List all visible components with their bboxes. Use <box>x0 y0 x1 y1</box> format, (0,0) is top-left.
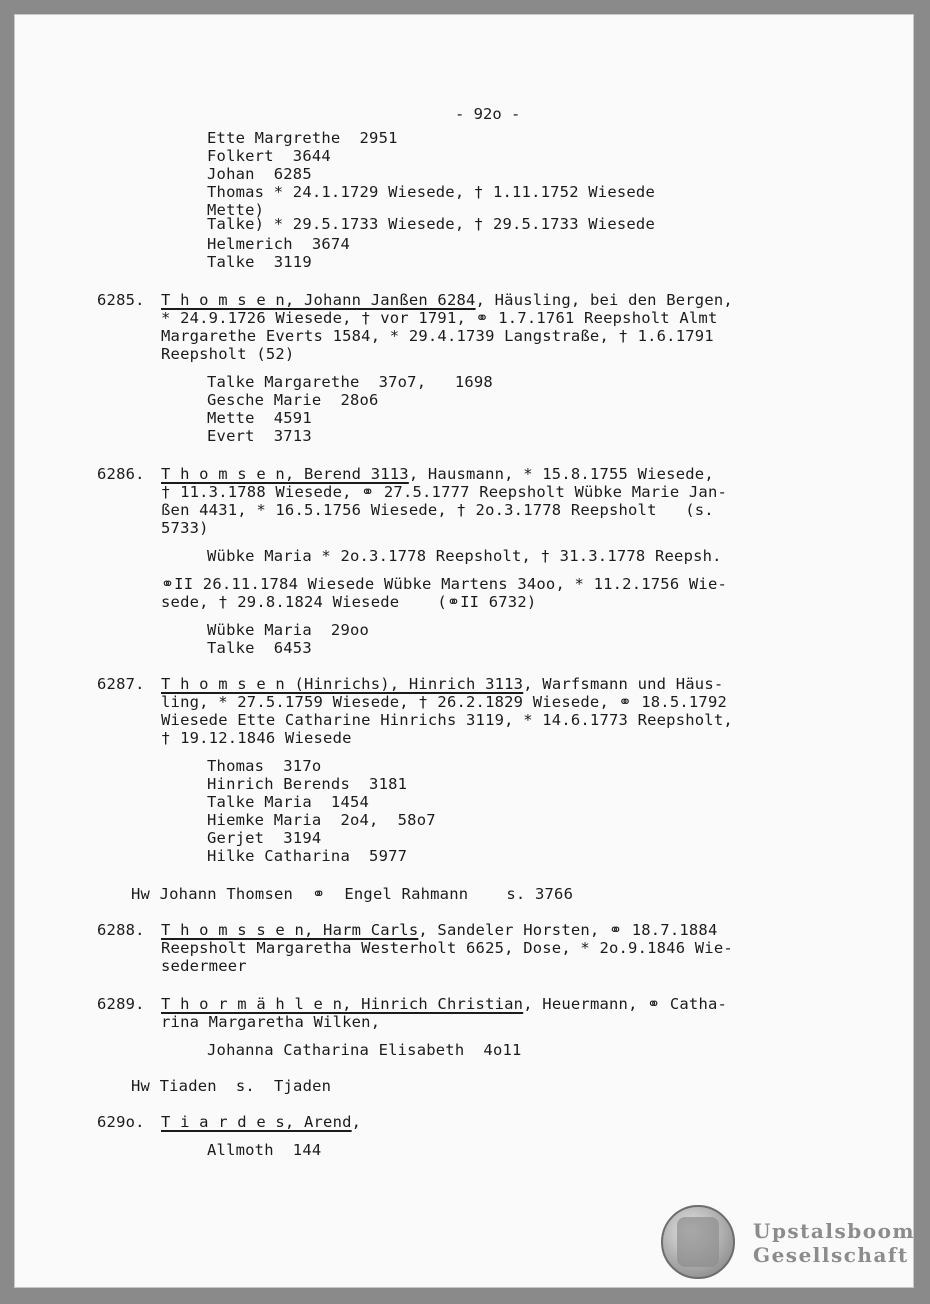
brand-line-1: Upstalsboom <box>753 1219 916 1243</box>
entry-line: † 19.12.1846 Wiesede <box>161 729 352 747</box>
child-line: Talke Margarethe 37o7, 1698 <box>207 373 493 391</box>
entry-header <box>161 291 733 309</box>
entry-name: T h o m s s e n, Harm Carls <box>161 921 419 939</box>
entry-header <box>161 995 727 1013</box>
entry-number: 6285. <box>97 291 145 309</box>
child-line: Folkert 3644 <box>207 147 331 165</box>
entry-line: * 24.9.1726 Wiesede, † vor 1791, ⚭ 1.7.1761 Reepsholt Almt <box>161 309 718 327</box>
child-line: Johanna Catharina Elisabeth 4o11 <box>207 1041 522 1059</box>
child-line: Wübke Maria * 2o.3.1778 Reepsholt, † 31.3.1778 Reepsh. <box>207 547 722 565</box>
child-line: Thomas * 24.1.1729 Wiesede, † 1.11.1752 Wiesede <box>207 183 655 201</box>
seal-figure-icon <box>677 1217 719 1267</box>
entry-text: , <box>351 1113 362 1131</box>
entry-number: 6287. <box>97 675 145 693</box>
child-line: Allmoth 144 <box>207 1141 322 1159</box>
entry-name: T h o m s e n (Hinrichs), Hinrich 3113 <box>161 675 524 693</box>
entry-text: , Heuermann, ⚭ Catha- <box>523 995 728 1013</box>
child-line: Talke) * 29.5.1733 Wiesede, † 29.5.1733 Wiesede <box>207 215 655 233</box>
entry-text: , Warfsmann und Häus- <box>523 675 724 693</box>
entry-line: Wiesede Ette Catharine Hinrichs 3119, * 14.6.1773 Reepsholt, <box>161 711 733 729</box>
entry-line: ßen 4431, * 16.5.1756 Wiesede, † 2o.3.1778 Reepsholt (s. <box>161 501 714 519</box>
child-line: Evert 3713 <box>207 427 312 445</box>
child-line: Talke 3119 <box>207 253 312 271</box>
entry-text: , Häusling, bei den Bergen, <box>475 291 733 309</box>
entry-name: T h o m s e n, Johann Janßen 6284 <box>161 291 476 309</box>
child-line: Hiemke Maria 2o4, 58o7 <box>207 811 436 829</box>
entry-number: 6289. <box>97 995 145 1013</box>
child-line: Johan 6285 <box>207 165 312 183</box>
entry-line: † 11.3.1788 Wiesede, ⚭ 27.5.1777 Reepsholt Wübke Marie Jan- <box>161 483 728 501</box>
entry-number: 6288. <box>97 921 145 939</box>
document-page <box>14 14 914 1288</box>
child-line: Thomas 317o <box>207 757 322 775</box>
child-line: Mette 4591 <box>207 409 312 427</box>
child-line: Wübke Maria 29oo <box>207 621 370 639</box>
cross-reference: Hw Tiaden s. Tjaden <box>131 1077 332 1095</box>
entry-header <box>161 675 723 693</box>
page-number: - 92o - <box>455 105 521 123</box>
cross-reference: Hw Johann Thomsen ⚭ Engel Rahmann s. 3766 <box>131 885 574 903</box>
child-line: Helmerich 3674 <box>207 235 350 253</box>
entry-header <box>161 921 718 939</box>
entry-header <box>161 465 714 483</box>
child-line: Gerjet 3194 <box>207 829 322 847</box>
child-line: Gesche Marie 28o6 <box>207 391 379 409</box>
marriage-line: sede, † 29.8.1824 Wiesede (⚭II 6732) <box>161 593 537 611</box>
entry-text: , Hausmann, * 15.8.1755 Wiesede, <box>408 465 714 483</box>
entry-text: , Sandeler Horsten, ⚭ 18.7.1884 <box>418 921 718 939</box>
entry-line: sedermeer <box>161 957 247 975</box>
entry-line: Reepsholt Margaretha Westerholt 6625, Dose, * 2o.9.1846 Wie- <box>161 939 733 957</box>
entry-name: T i a r d e s, Arend <box>161 1113 352 1131</box>
child-line: Talke Maria 1454 <box>207 793 370 811</box>
entry-name: T h o m s e n, Berend 3113 <box>161 465 409 483</box>
child-line: Mette) <box>207 201 265 219</box>
child-line: Hilke Catharina 5977 <box>207 847 408 865</box>
entry-line: Margarethe Everts 1584, * 29.4.1739 Langstraße, † 1.6.1791 <box>161 327 714 345</box>
entry-line: Reepsholt (52) <box>161 345 295 363</box>
marriage-line: ⚭II 26.11.1784 Wiesede Wübke Martens 34oo, * 11.2.1756 Wie- <box>161 575 728 593</box>
entry-name: T h o r m ä h l e n, Hinrich Christian <box>161 995 524 1013</box>
child-line: Ette Margrethe 2951 <box>207 129 398 147</box>
seal-logo-icon <box>661 1205 735 1279</box>
entry-header <box>161 1113 361 1131</box>
entry-number: 629o. <box>97 1113 145 1131</box>
entry-line: ling, * 27.5.1759 Wiesede, † 26.2.1829 Wiesede, ⚭ 18.5.1792 <box>161 693 728 711</box>
entry-line: rina Margaretha Wilken, <box>161 1013 381 1031</box>
entry-line: 5733) <box>161 519 209 537</box>
child-line: Hinrich Berends 3181 <box>207 775 408 793</box>
child-line: Talke 6453 <box>207 639 312 657</box>
brand-line-2: Gesellschaft <box>753 1243 909 1267</box>
entry-number: 6286. <box>97 465 145 483</box>
